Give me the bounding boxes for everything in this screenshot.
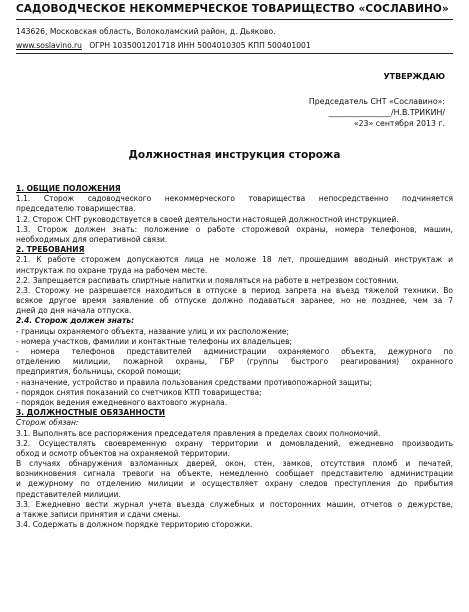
organization-name: САДОВОДЧЕСКОЕ НЕКОММЕРЧЕСКОЕ ТОВАРИЩЕСТВО «СОСЛАВИНО» [16, 3, 449, 15]
registration-numbers: ОГРН 1035001201718 ИНН 5004010305 КПП 500401001 [89, 41, 311, 50]
body-text-line: 3.4. Содержать в должном порядке территорию сторожки. [16, 520, 253, 530]
body-text-line: В случаях обнаружения взломанных дверей, окон, стен, замков, отсутствия пломб и печатей, [16, 459, 453, 469]
approval-title: УТВЕРЖДАЮ [383, 72, 445, 81]
body-text-line: 2.1. К работе сторожем допускаются лица не моложе 18 лет, прошедшим вводный инструктаж и [16, 255, 453, 265]
body-text-line: инструктаж по охране труда на рабочем месте. [16, 265, 208, 275]
body-text-line: - назначение, устройство и правила пользования средствами противопожарной защиты; [16, 377, 373, 387]
body-text-line: 1.2. Сторож СНТ руководствуется в своей деятельности настоящей должностной инструкцией. [16, 214, 399, 224]
website-link[interactable]: www.soslavino.ru [16, 41, 82, 50]
header-rule-bottom [16, 53, 453, 54]
body-text-line: 2.3. Сторожу не разрешается находиться в отпуске в период запрета на въезд тяжелой техники. Во [16, 285, 453, 295]
approval-date: «23» сентября 2013 г. [353, 119, 445, 128]
section-heading: 1. ОБЩИЕ ПОЛОЖЕНИЯ [16, 184, 121, 193]
body-text-line: председателю товарищества. [16, 204, 136, 214]
document-title: Должностная инструкция сторожа [128, 149, 341, 161]
body-text-line: 3.3. Ежедневно вести журнал учета въезда служебных и посторонних машин, отчетов о дежурстве, [16, 499, 453, 509]
body-text-line: обход и осмотр объектов на охраняемой территории. [16, 448, 230, 458]
body-text-line: 1.1. Сторож садоводческого некоммерческого товарищества непосредственно подчиняется [16, 194, 453, 204]
section-heading: 3. ДОЛЖНОСТНЫЕ ОБЯЗАННОСТИ [16, 408, 166, 418]
body-text-line: дней до дня начала отпуска. [16, 306, 132, 316]
document-body [16, 184, 453, 530]
body-text-line: - номера телефонов представителей администрации охраняемого объекта, дежурного по [16, 347, 453, 356]
body-text-line: 1.3. Сторож должен знать: положение о работе сторожевой охраны, номера телефонов, машин, [16, 224, 453, 234]
body-text-line: всякое другое время заявление об отпуске должно подаваться заранее, но не позднее, чем за 7 [16, 296, 453, 306]
approval-position: Председатель СНТ «Сославино»: [308, 97, 445, 106]
body-text-line: представителей милиции. [16, 489, 121, 499]
body-text-line: отделению милиции, пожарной охраны, ГБР (группы быстрого реагирования) охранного [16, 357, 453, 367]
approval-signature: ________________/Н.В.ТРИКИН/ [328, 108, 445, 117]
body-text-line: 3.1. Выполнять все распоряжения председателя правления в пределах своих полномочий. [16, 428, 381, 438]
body-text-line: 3.2. Осуществлять своевременную охрану территории и домовладений, ежедневно производить [16, 438, 453, 448]
body-text-line: и дежурному по отделению милиции и осуществляет охрану следов преступления до прибытия [16, 479, 453, 489]
body-text-line: возникновения сигнала тревоги на объекте, немедленно сообщает представителю администрации [16, 469, 453, 479]
body-text-line: - номера участков, фамилии и контактные телефоны их владельцев; [16, 336, 293, 346]
body-text-line: 2.4. Сторож должен знать: [16, 316, 135, 326]
body-text-line: 2.2. Запрещается распивать спиртные напитки и появляться на работе в нетрезвом состоянии. [16, 275, 399, 285]
header-rule-top [16, 19, 453, 20]
organization-requisites [16, 41, 311, 50]
body-text-line: необходимых для оперативной связи. [16, 234, 168, 244]
body-text-line: - границы охраняемого объекта, название улиц и их расположение; [16, 326, 290, 336]
organization-address: 143626, Московская область, Волоколамский район, д. Дьяково. [16, 27, 276, 36]
body-text-line: Сторож обязан: [16, 418, 79, 428]
body-text-line: а также записи принятия и сдачи смены. [16, 510, 181, 519]
body-text-line: предприятия, больницы, скорой помощи; [16, 367, 182, 377]
body-text-line: - порядок ведения ежедневного вахтового журнала. [16, 397, 228, 407]
section-heading: 2. ТРЕБОВАНИЯ [16, 245, 85, 255]
body-text-line: - порядок снятия показаний со счетчиков КТП товарищества; [16, 387, 262, 397]
